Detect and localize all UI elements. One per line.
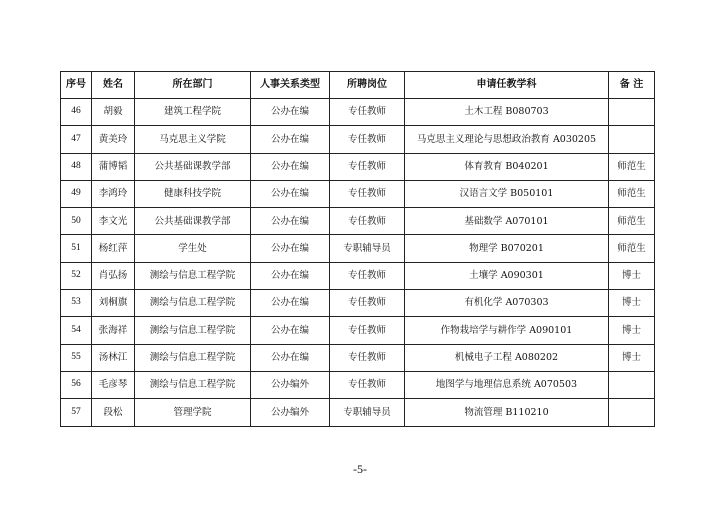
row-name: 杨红萍 [92,235,135,262]
row-name: 段松 [92,399,135,426]
row-name: 胡毅 [92,99,135,126]
row-personnel-relation: 公办在编 [251,153,330,180]
row-teaching-subject: 有机化学 A070303 [405,290,609,317]
table-row [61,153,655,180]
table-row [61,235,655,262]
row-remarks [609,371,655,398]
row-serial-number: 52 [61,262,92,289]
row-remarks: 师范生 [609,235,655,262]
row-teaching-subject: 土壤学 A090301 [405,262,609,289]
row-position: 专职辅导员 [330,235,405,262]
row-position: 专任教师 [330,99,405,126]
row-personnel-relation: 公办在编 [251,99,330,126]
applicant-table [60,71,655,427]
row-department: 管理学院 [135,399,251,426]
row-remarks [609,99,655,126]
row-teaching-subject: 马克思主义理论与思想政治教育 A030205 [405,126,609,153]
row-department: 测绘与信息工程学院 [135,371,251,398]
table-row [61,290,655,317]
table-row [61,317,655,344]
row-personnel-relation: 公办在编 [251,126,330,153]
row-remarks: 博士 [609,344,655,371]
row-serial-number: 46 [61,99,92,126]
row-name: 李文光 [92,208,135,235]
row-position: 专任教师 [330,208,405,235]
row-remarks: 师范生 [609,180,655,207]
row-teaching-subject: 土木工程 B080703 [405,99,609,126]
row-serial-number: 55 [61,344,92,371]
row-remarks: 师范生 [609,153,655,180]
row-serial-number: 47 [61,126,92,153]
table-header-row [61,72,655,99]
row-personnel-relation: 公办编外 [251,371,330,398]
row-department: 公共基础课教学部 [135,153,251,180]
row-personnel-relation: 公办在编 [251,208,330,235]
row-department: 测绘与信息工程学院 [135,317,251,344]
row-name: 黄美玲 [92,126,135,153]
row-position: 专任教师 [330,290,405,317]
row-position: 专职辅导员 [330,399,405,426]
table-row [61,99,655,126]
table-row [61,371,655,398]
row-serial-number: 48 [61,153,92,180]
row-position: 专任教师 [330,317,405,344]
row-personnel-relation: 公办在编 [251,262,330,289]
table-row [61,262,655,289]
row-position: 专任教师 [330,180,405,207]
row-remarks [609,126,655,153]
row-position: 专任教师 [330,371,405,398]
row-serial-number: 54 [61,317,92,344]
table-row [61,399,655,426]
table-row [61,208,655,235]
header-department: 所在部门 [135,72,251,99]
row-serial-number: 53 [61,290,92,317]
row-name: 肖弘扬 [92,262,135,289]
row-serial-number: 57 [61,399,92,426]
row-name: 汤林江 [92,344,135,371]
header-serial-number: 序号 [61,72,92,99]
row-teaching-subject: 机械电子工程 A080202 [405,344,609,371]
row-remarks: 博士 [609,262,655,289]
table-row [61,180,655,207]
row-teaching-subject: 体育教育 B040201 [405,153,609,180]
page-number: -5- [353,462,367,476]
row-department: 健康科技学院 [135,180,251,207]
row-department: 测绘与信息工程学院 [135,262,251,289]
row-remarks: 博士 [609,290,655,317]
table-row [61,344,655,371]
row-position: 专任教师 [330,153,405,180]
row-department: 公共基础课教学部 [135,208,251,235]
row-remarks: 博士 [609,317,655,344]
header-name: 姓名 [92,72,135,99]
row-personnel-relation: 公办在编 [251,290,330,317]
row-name: 毛彦琴 [92,371,135,398]
row-serial-number: 56 [61,371,92,398]
row-department: 测绘与信息工程学院 [135,344,251,371]
row-name: 刘桐旗 [92,290,135,317]
row-name: 李鸿玲 [92,180,135,207]
row-position: 专任教师 [330,126,405,153]
row-teaching-subject: 物理学 B070201 [405,235,609,262]
row-serial-number: 51 [61,235,92,262]
row-name: 蒲博韬 [92,153,135,180]
row-department: 马克思主义学院 [135,126,251,153]
header-remarks: 备 注 [609,72,655,99]
row-teaching-subject: 作物栽培学与耕作学 A090101 [405,317,609,344]
row-teaching-subject: 基础数学 A070101 [405,208,609,235]
row-position: 专任教师 [330,344,405,371]
row-teaching-subject: 物流管理 B110210 [405,399,609,426]
header-position: 所聘岗位 [330,72,405,99]
row-teaching-subject: 地图学与地理信息系统 A070503 [405,371,609,398]
row-personnel-relation: 公办在编 [251,344,330,371]
header-personnel-relation: 人事关系类型 [251,72,330,99]
row-department: 测绘与信息工程学院 [135,290,251,317]
row-personnel-relation: 公办在编 [251,235,330,262]
row-serial-number: 49 [61,180,92,207]
header-teaching-subject: 申请任教学科 [405,72,609,99]
row-department: 学生处 [135,235,251,262]
table-row [61,126,655,153]
row-serial-number: 50 [61,208,92,235]
row-personnel-relation: 公办在编 [251,180,330,207]
row-remarks: 师范生 [609,208,655,235]
row-teaching-subject: 汉语言文学 B050101 [405,180,609,207]
row-personnel-relation: 公办编外 [251,399,330,426]
row-personnel-relation: 公办在编 [251,317,330,344]
row-position: 专任教师 [330,262,405,289]
row-department: 建筑工程学院 [135,99,251,126]
row-name: 张海祥 [92,317,135,344]
row-remarks [609,399,655,426]
